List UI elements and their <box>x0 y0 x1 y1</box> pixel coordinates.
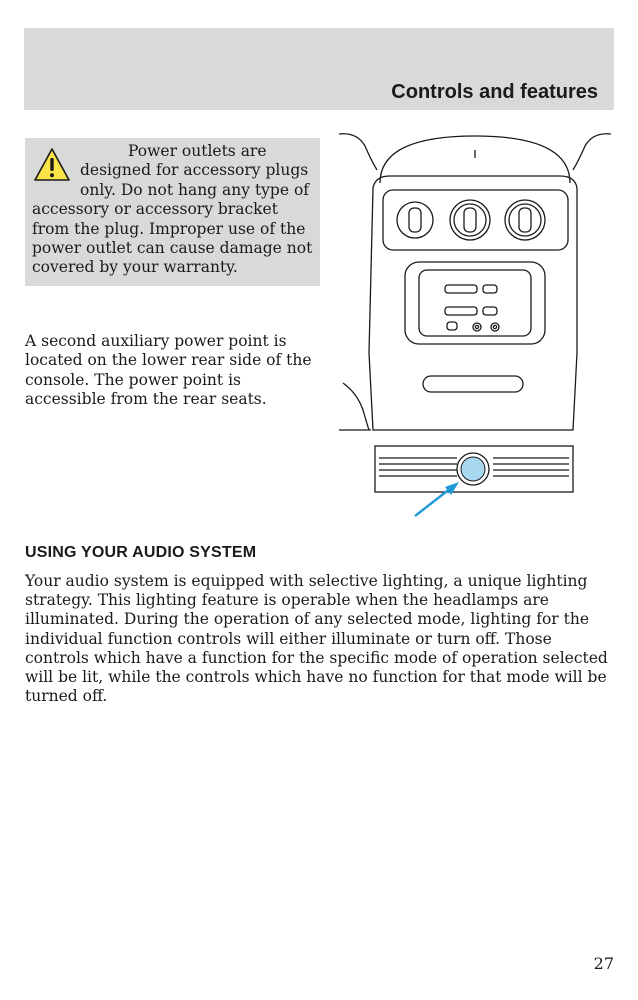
audio-system-paragraph: Your audio system is equipped with selective lighting, a unique lighting strategy. This lighting feature is operable when the headlamps are illuminated. During the operation of any selected mode, lighting for the individual function controls will either illuminate or turn off. Those controls which have a function for the specific mode of operation selected will be lit, while the controls which have no function for that mode will be turned off. <box>25 572 608 706</box>
warning-text-line1: Power outlets are designed <box>80 142 267 180</box>
pointer-arrow-head <box>445 482 459 495</box>
warning-box <box>25 138 320 286</box>
header-band <box>24 28 614 110</box>
console-illustration <box>335 128 615 523</box>
warning-text-rest: for accessory plugs only. Do not hang any type of accessory or accessory bracket from the plug. Improper use of the power outlet can cause damage not covered by your warranty. <box>32 161 313 277</box>
left-seat-outline <box>339 134 377 170</box>
page-number: 27 <box>593 954 614 973</box>
section-title: Controls and features <box>391 81 598 103</box>
warning-triangle-icon <box>32 146 72 184</box>
power-point-outlet <box>461 457 485 481</box>
audio-system-heading: USING YOUR AUDIO SYSTEM <box>25 544 257 561</box>
aux-power-paragraph: A second auxiliary power point is located on the lower rear side of the console. The power point is accessible from the rear seats. <box>25 332 312 409</box>
storage-slot <box>423 376 523 392</box>
right-seat-outline <box>573 134 611 170</box>
left-seat-lower-outline <box>343 383 369 430</box>
